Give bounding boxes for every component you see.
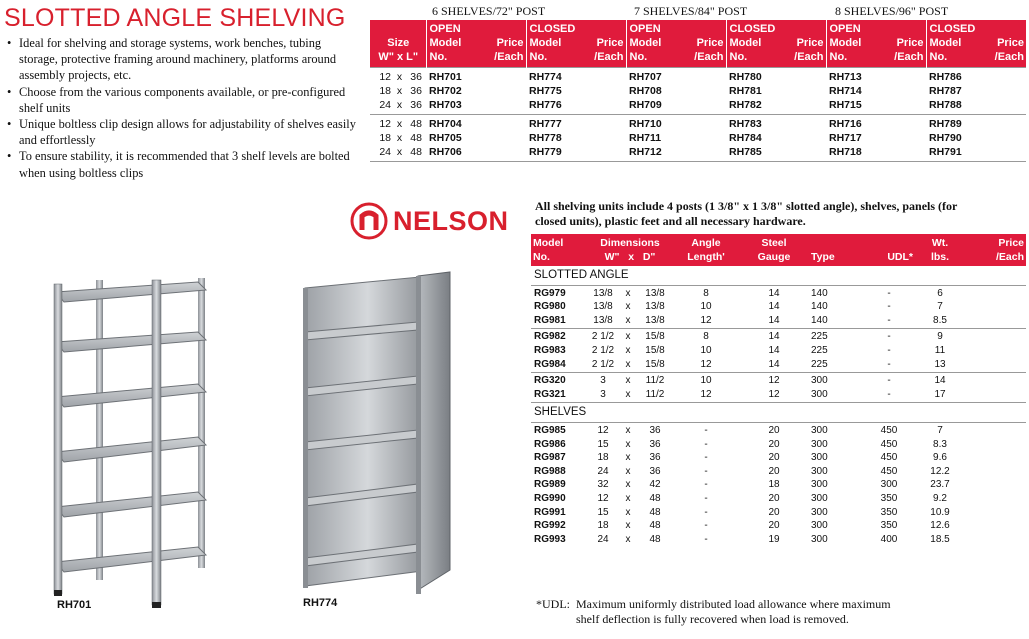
size-cell: 18 x 48 xyxy=(379,132,422,144)
model-cell: RH788 xyxy=(926,98,1026,115)
width-cell: 24 xyxy=(597,533,609,545)
depth-cell: 36 xyxy=(649,424,661,436)
model-cell: RG990 xyxy=(534,492,566,504)
model-cell: RH785 xyxy=(726,145,826,162)
x-cell: x xyxy=(625,331,631,343)
x-cell: x xyxy=(625,479,631,491)
width-cell: 13/8 xyxy=(593,287,613,299)
price-cell xyxy=(965,358,1026,373)
gauge-cell: 12 xyxy=(768,375,780,387)
angle-length-cell: 12 xyxy=(673,388,739,403)
col-group-header: OPEN Model Price No. /Each xyxy=(626,20,726,68)
width-cell: 13/8 xyxy=(593,301,613,313)
udl-cell: 350 xyxy=(880,520,898,532)
x-cell: x xyxy=(619,388,637,403)
angle-length-cell: - xyxy=(704,424,708,436)
components-table xyxy=(531,234,1026,546)
type-cell: 300 xyxy=(811,506,828,518)
x-cell: x xyxy=(619,358,637,373)
table-row xyxy=(370,84,1026,98)
price-cell xyxy=(965,388,1026,403)
udl-cell: 450 xyxy=(880,424,898,436)
gauge-cell: 12 xyxy=(739,388,809,403)
depth-cell: 11/2 xyxy=(637,388,673,403)
width-cell: 2 1/2 xyxy=(591,331,615,343)
type-header: Type xyxy=(809,234,863,266)
type-cell: 300 xyxy=(811,479,828,491)
table-row xyxy=(531,451,1026,465)
angle-length-cell: 10 xyxy=(700,301,712,313)
angle-length-cell: - xyxy=(704,492,708,504)
model-cell: RH714 xyxy=(829,85,862,97)
model-header: Model No. xyxy=(531,234,587,266)
depth-cell: 36 xyxy=(649,438,661,450)
price-cell xyxy=(965,438,1026,452)
x-cell: x xyxy=(619,314,637,329)
feature-item: • Unique boltless clip design allows for adjustability of shelves easily and effortlessly xyxy=(7,117,356,148)
width-cell: 12 xyxy=(597,424,609,436)
col-group-header: CLOSED Model Price No. /Each xyxy=(926,20,1026,68)
udl-cell: - xyxy=(887,301,891,313)
model-cell: RH783 xyxy=(729,118,762,130)
width-cell: 15 xyxy=(597,506,609,518)
table-row xyxy=(531,465,1026,479)
gauge-cell: 20 xyxy=(768,452,780,464)
table-row xyxy=(531,329,1026,344)
model-cell: RH777 xyxy=(529,118,562,130)
gauge-cell: 14 xyxy=(768,301,780,313)
x-cell: x xyxy=(625,344,631,356)
udl-cell: - xyxy=(887,344,891,356)
feature-list xyxy=(4,35,359,181)
components-table-header xyxy=(531,234,1026,266)
model-cell: RH705 xyxy=(429,132,462,144)
type-cell: 300 xyxy=(811,424,828,436)
price-cell xyxy=(965,519,1026,533)
table-row xyxy=(531,314,1026,329)
table-row xyxy=(531,438,1026,452)
closed-shelving-unit-image xyxy=(300,270,460,600)
gauge-cell: 14 xyxy=(739,314,809,329)
model-cell: RH781 xyxy=(729,85,762,97)
x-cell: x xyxy=(625,301,631,313)
table-row xyxy=(531,533,1026,547)
udl-cell: 450 xyxy=(880,465,898,477)
gauge-cell: 20 xyxy=(768,465,780,477)
width-cell: 18 xyxy=(597,520,609,532)
weight-cell: 17 xyxy=(915,388,965,403)
section-name: SLOTTED ANGLE xyxy=(531,266,1026,285)
model-cell: RH778 xyxy=(529,132,562,144)
size-cell: 24 x 36 xyxy=(370,98,426,115)
model-cell: RH789 xyxy=(929,118,962,130)
price-cell xyxy=(965,373,1026,388)
model-cell: RH715 xyxy=(826,98,926,115)
udl-footnote xyxy=(536,597,1006,627)
model-cell: RH709 xyxy=(626,98,726,115)
udl-cell: 400 xyxy=(880,533,898,545)
model-cell: RG980 xyxy=(534,301,566,313)
model-cell: RH713 xyxy=(826,68,926,85)
udl-cell: 350 xyxy=(880,506,898,518)
size-cell: 12 x 48 xyxy=(379,118,422,130)
type-cell: 300 xyxy=(811,465,828,477)
angle-length-cell: - xyxy=(704,506,708,518)
weight-header: Wt. lbs. xyxy=(915,234,965,266)
weight-cell: 12.6 xyxy=(930,520,950,532)
depth-cell: 13/8 xyxy=(645,301,665,313)
model-cell: RH707 xyxy=(626,68,726,85)
x-cell: x xyxy=(625,520,631,532)
table-row xyxy=(531,358,1026,373)
price-cell xyxy=(965,314,1026,329)
footnote-label: *UDL: xyxy=(536,597,570,611)
angle-length-cell: 10 xyxy=(700,344,712,356)
type-cell: 225 xyxy=(811,344,828,356)
price-cell xyxy=(965,465,1026,479)
size-header: Size W" x L" xyxy=(370,20,426,68)
weight-cell: 9 xyxy=(937,331,943,343)
angle-length-cell: 10 xyxy=(700,375,712,387)
price-cell xyxy=(965,300,1026,314)
model-cell: RH787 xyxy=(929,85,962,97)
width-cell: 18 xyxy=(597,452,609,464)
gauge-cell: 14 xyxy=(768,344,780,356)
gauge-cell: 20 xyxy=(768,438,780,450)
weight-cell: 8.5 xyxy=(915,314,965,329)
udl-cell: - xyxy=(863,358,915,373)
gauge-cell: 14 xyxy=(768,331,780,343)
table-row xyxy=(531,388,1026,403)
table-row xyxy=(531,285,1026,300)
gauge-cell: 20 xyxy=(768,492,780,504)
x-cell: x xyxy=(625,287,631,299)
model-cell: RH706 xyxy=(426,145,526,162)
price-cell xyxy=(965,492,1026,506)
model-cell: RH711 xyxy=(629,132,662,144)
shelf-levels xyxy=(56,282,206,572)
closed-unit-caption: RH774 xyxy=(303,597,338,609)
open-unit-caption: RH701 xyxy=(57,599,92,611)
price-cell xyxy=(965,422,1026,437)
angle-length-cell: - xyxy=(704,479,708,491)
angle-length-cell: - xyxy=(704,452,708,464)
model-cell: RG986 xyxy=(534,438,566,450)
feature-item: • Choose from the various components available, or pre-configured shelf units xyxy=(7,84,346,115)
angle-length-cell: - xyxy=(704,465,708,477)
footnote-line: Maximum uniformly distributed load allowance where maximum xyxy=(576,597,891,611)
type-cell: 300 xyxy=(811,492,828,504)
model-cell: RH791 xyxy=(926,145,1026,162)
weight-cell: 7 xyxy=(937,301,943,313)
unit-table-body xyxy=(370,68,1026,162)
model-cell: RG981 xyxy=(531,314,587,329)
width-cell: 12 xyxy=(597,492,609,504)
udl-cell: 300 xyxy=(880,479,898,491)
col-group-header: CLOSED Model Price No. /Each xyxy=(526,20,626,68)
model-cell: RG979 xyxy=(534,287,566,299)
weight-cell: 10.9 xyxy=(930,506,950,518)
model-cell: RH703 xyxy=(426,98,526,115)
type-cell: 140 xyxy=(811,301,828,313)
weight-cell: 13 xyxy=(915,358,965,373)
model-cell: RH782 xyxy=(726,98,826,115)
depth-cell: 15/8 xyxy=(645,344,665,356)
model-cell: RH790 xyxy=(929,132,962,144)
table-row xyxy=(531,506,1026,520)
depth-cell: 42 xyxy=(649,479,661,491)
model-cell: RG984 xyxy=(531,358,587,373)
size-cell: 18 x 36 xyxy=(379,85,422,97)
table-row xyxy=(370,68,1026,85)
model-cell: RH784 xyxy=(729,132,762,144)
weight-cell: 11 xyxy=(934,344,946,356)
weight-cell: 8.3 xyxy=(933,438,947,450)
depth-cell: 48 xyxy=(649,506,661,518)
model-cell: RH712 xyxy=(626,145,726,162)
udl-cell: - xyxy=(863,388,915,403)
size-cell: 12 x 36 xyxy=(370,68,426,85)
table-row xyxy=(370,115,1026,132)
angle-length-cell: - xyxy=(704,520,708,532)
feature-item: • To ensure stability, it is recommended that 3 shelf levels are bolted when using boltless clips xyxy=(7,149,350,180)
depth-cell: 15/8 xyxy=(645,331,665,343)
model-cell: RH775 xyxy=(529,85,562,97)
model-cell: RH776 xyxy=(526,98,626,115)
model-cell: RH710 xyxy=(629,118,662,130)
x-cell: x xyxy=(625,424,631,436)
model-cell: RH717 xyxy=(829,132,862,144)
dimensions-header: Dimensions W" x D" xyxy=(587,234,673,266)
unit-table xyxy=(370,20,1026,162)
model-cell: RG983 xyxy=(534,344,566,356)
price-cell xyxy=(965,329,1026,344)
type-cell: 140 xyxy=(811,287,828,299)
price-cell xyxy=(965,478,1026,492)
type-cell: 300 xyxy=(811,520,828,532)
table-row xyxy=(370,131,1026,145)
model-cell: RG992 xyxy=(534,520,566,532)
width-cell: 2 1/2 xyxy=(591,344,615,356)
table-row xyxy=(531,422,1026,437)
udl-cell: - xyxy=(887,331,891,343)
model-cell: RG982 xyxy=(534,331,566,343)
model-cell: RH786 xyxy=(926,68,1026,85)
x-cell: x xyxy=(625,375,631,387)
post-header-row xyxy=(370,4,1026,20)
type-cell: 300 xyxy=(811,533,828,545)
price-cell xyxy=(965,533,1026,547)
feature-item: • Ideal for shelving and storage systems, work benches, tubing storage, protective framing around machinery, platforms around assembly projects, etc. xyxy=(7,36,337,83)
width-cell: 3 xyxy=(600,375,606,387)
angle-length-cell: 8 xyxy=(703,331,709,343)
section-name: SHELVES xyxy=(531,403,1026,423)
x-cell: x xyxy=(625,438,631,450)
udl-cell: 350 xyxy=(880,492,898,504)
x-cell: x xyxy=(625,506,631,518)
table-row xyxy=(531,373,1026,388)
model-cell: RH780 xyxy=(726,68,826,85)
price-cell xyxy=(965,285,1026,300)
model-cell: RG993 xyxy=(534,533,566,545)
depth-cell: 36 xyxy=(649,465,661,477)
model-cell: RH701 xyxy=(426,68,526,85)
post-header-8: 8 SHELVES/96" POST xyxy=(835,4,949,18)
gauge-cell: 20 xyxy=(768,506,780,518)
model-cell: RG985 xyxy=(534,424,566,436)
weight-cell: 12.2 xyxy=(930,465,950,477)
x-cell: x xyxy=(625,533,631,545)
unit-table-header xyxy=(370,20,1026,68)
x-cell: x xyxy=(625,452,631,464)
model-cell: RG991 xyxy=(534,506,566,518)
weight-cell: 18.5 xyxy=(930,533,950,545)
nelson-logo-wordmark: NELSON xyxy=(393,205,509,236)
table-row xyxy=(531,519,1026,533)
section-header-row xyxy=(531,266,1026,285)
price-cell xyxy=(965,344,1026,358)
udl-cell: - xyxy=(887,375,891,387)
model-cell: RH716 xyxy=(829,118,862,130)
footnote-line: shelf deflection is fully recovered when load is removed. xyxy=(576,612,849,626)
table-row xyxy=(531,344,1026,358)
width-cell: 13/8 xyxy=(587,314,619,329)
model-cell: RH779 xyxy=(526,145,626,162)
model-cell: RH704 xyxy=(429,118,462,130)
post-header-6: 6 SHELVES/72" POST xyxy=(432,4,546,18)
type-cell: 225 xyxy=(809,358,863,373)
weight-cell: 14 xyxy=(934,375,946,387)
angle-header: Angle Length' xyxy=(673,234,739,266)
unit-model-table xyxy=(370,4,1026,162)
gauge-cell: 18 xyxy=(768,479,780,491)
price-header: Price /Each xyxy=(965,234,1026,266)
depth-cell: 13/8 xyxy=(637,314,673,329)
angle-length-cell: 12 xyxy=(673,358,739,373)
post-header-7: 7 SHELVES/84" POST xyxy=(634,4,748,18)
udl-cell: 450 xyxy=(880,438,898,450)
components-table-body xyxy=(531,266,1026,546)
angle-length-cell: - xyxy=(704,438,708,450)
depth-cell: 48 xyxy=(649,492,661,504)
type-cell: 225 xyxy=(811,331,828,343)
width-cell: 32 xyxy=(597,479,609,491)
open-shelving-unit-image xyxy=(48,272,218,612)
udl-header: UDL* xyxy=(863,234,915,266)
width-cell: 2 1/2 xyxy=(587,358,619,373)
weight-cell: 23.7 xyxy=(930,479,950,491)
nelson-logo-icon xyxy=(350,202,388,240)
section-header-row xyxy=(531,403,1026,423)
depth-cell: 13/8 xyxy=(645,287,665,299)
weight-cell: 6 xyxy=(937,287,943,299)
model-cell: RG988 xyxy=(534,465,566,477)
model-cell: RG989 xyxy=(534,479,566,491)
price-cell xyxy=(965,506,1026,520)
model-cell: RG321 xyxy=(531,388,587,403)
angle-length-cell: 8 xyxy=(703,287,709,299)
depth-cell: 48 xyxy=(649,520,661,532)
gauge-cell: 20 xyxy=(768,520,780,532)
size-cell: 24 x 48 xyxy=(370,145,426,162)
table-row xyxy=(370,145,1026,162)
gauge-cell: 14 xyxy=(739,358,809,373)
nelson-logo xyxy=(350,200,509,242)
type-cell: 300 xyxy=(811,375,828,387)
model-cell: RG987 xyxy=(534,452,566,464)
weight-cell: 7 xyxy=(937,424,943,436)
angle-length-cell: 12 xyxy=(673,314,739,329)
x-cell: x xyxy=(625,465,631,477)
depth-cell: 15/8 xyxy=(637,358,673,373)
gauge-header: Steel Gauge xyxy=(739,234,809,266)
gauge-cell: 20 xyxy=(768,424,780,436)
table-row xyxy=(531,478,1026,492)
width-cell: 24 xyxy=(597,465,609,477)
x-cell: x xyxy=(625,492,631,504)
table-row xyxy=(531,492,1026,506)
gauge-cell: 19 xyxy=(768,533,780,545)
included-hardware-note: All shelving units include 4 posts (1 3/8" x 1 3/8" slotted angle), shelves, panels (for closed units), plastic feet and all necessary hardware. xyxy=(535,199,958,228)
col-group-header: OPEN Model Price No. /Each xyxy=(826,20,926,68)
model-cell: RG320 xyxy=(534,375,566,387)
table-row xyxy=(531,300,1026,314)
depth-cell: 36 xyxy=(649,452,661,464)
udl-cell: 450 xyxy=(880,452,898,464)
udl-cell: - xyxy=(863,314,915,329)
udl-cell: - xyxy=(887,287,891,299)
width-cell: 15 xyxy=(597,438,609,450)
page-title: SLOTTED ANGLE SHELVING xyxy=(4,4,346,32)
type-cell: 140 xyxy=(809,314,863,329)
depth-cell: 11/2 xyxy=(645,375,665,387)
price-cell xyxy=(965,451,1026,465)
model-cell: RH718 xyxy=(826,145,926,162)
col-group-header: OPEN Model Price No. /Each xyxy=(426,20,526,68)
depth-cell: 48 xyxy=(649,533,661,545)
type-cell: 300 xyxy=(811,452,828,464)
model-cell: RH774 xyxy=(526,68,626,85)
model-cell: RH702 xyxy=(429,85,462,97)
model-cell: RH708 xyxy=(629,85,662,97)
table-row xyxy=(370,98,1026,115)
angle-length-cell: - xyxy=(704,533,708,545)
weight-cell: 9.6 xyxy=(933,452,947,464)
weight-cell: 9.2 xyxy=(933,492,947,504)
gauge-cell: 14 xyxy=(768,287,780,299)
col-group-header: CLOSED Model Price No. /Each xyxy=(726,20,826,68)
type-cell: 300 xyxy=(811,438,828,450)
type-cell: 300 xyxy=(809,388,863,403)
width-cell: 3 xyxy=(587,388,619,403)
